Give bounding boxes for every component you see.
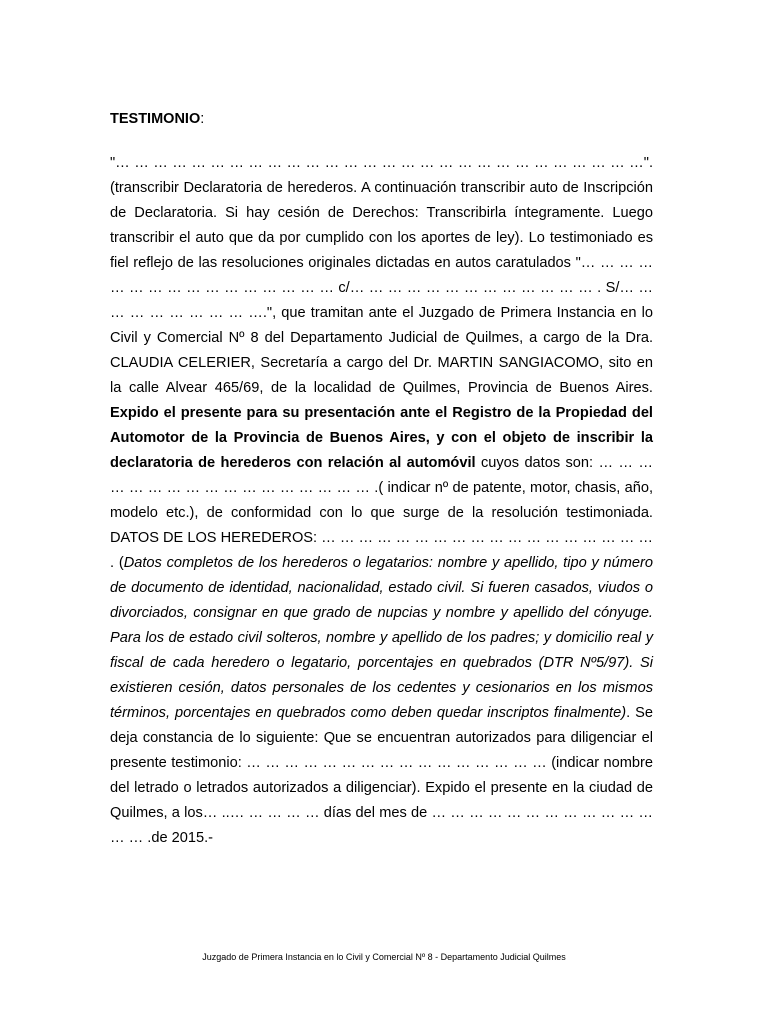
- page-footer: Juzgado de Primera Instancia en lo Civil y Comercial Nº 8 - Departamento Judicial Quilmes: [202, 952, 566, 962]
- body-segment-closing: . Se deja constancia de lo siguiente: Que se encuentran autorizados para diligenciar el presente testimonio: … … … … … … … … … … … … … … … … (indicar nombre del letrado o letrados autorizados a diligenciar). Expido el presente en la ciudad de Quilmes, a los… ..… … … … … días del mes de … … … … … … … … … … … … … … .de 2015.-: [110, 705, 653, 846]
- body-segment-vehicle-data: cuyos datos son: … … … … … … … … … … … … … … … … … .( indicar nº de patente, motor, chasis, año, modelo etc.), de conformidad con lo que surge de la resolución testimoniada. DATOS DE LOS HEREDEROS: … … … … … … … … … … … … … … … … … … . (: [110, 455, 653, 571]
- document-title: [110, 109, 204, 129]
- title-text: TESTIMONIO: [110, 111, 201, 127]
- body-segment-bold-purpose: Expido el presente para su presentación ante el Registro de la Propiedad del Automotor de la Provincia de Buenos Aires, y con el objeto de inscribir la declaratoria de herederos con relación al automóvil: [110, 405, 653, 471]
- body-segment-italic-instructions: Datos completos de los herederos o legatarios: nombre y apellido, tipo y número de documento de identidad, nacionalidad, estado civil. Si fueren casados, viudos o divorciados, consignar en que grado de nupcias y nombre y apellido del cónyuge. Para los de estado civil solteros, nombre y apellido de los padres; y domicilio real y fiscal de cada heredero o legatario, porcentajes en quebrados (DTR Nº5/97). Si existieren cesión, datos personales de los cedentes y cesionarios en los mismos términos, porcentajes en quebrados como deben quedar inscriptos finalmente): [110, 555, 653, 721]
- body-segment-intro: "… … … … … … … … … … … … … … … … … … … … … … … … … … … …".(transcribir Declaratoria de herederos. A continuación transcribir auto de Inscripción de Declaratoria. Si hay cesión de Derechos: Transcribirla íntegramente. Luego transcribir el auto que da por cumplido con los aportes de ley). Lo testimoniado es fiel reflejo de las resoluciones originales dictadas en autos caratulados "… … … … … … … … … … … … … … … … c/… … … … … … … … … … … … … . S/… … … … … … … … … ….", que tramitan ante el Juzgado de Primera Instancia en lo Civil y Comercial Nº 8 del Departamento Judicial de Quilmes, a cargo de la Dra. CLAUDIA CELERIER, Secretaría a cargo del Dr. MARTIN SANGIACOMO, sito en la calle Alvear 465/69, de la localidad de Quilmes, Provincia de Buenos Aires.: [110, 155, 653, 396]
- testimonio-body: [110, 151, 653, 851]
- title-suffix: :: [200, 111, 205, 127]
